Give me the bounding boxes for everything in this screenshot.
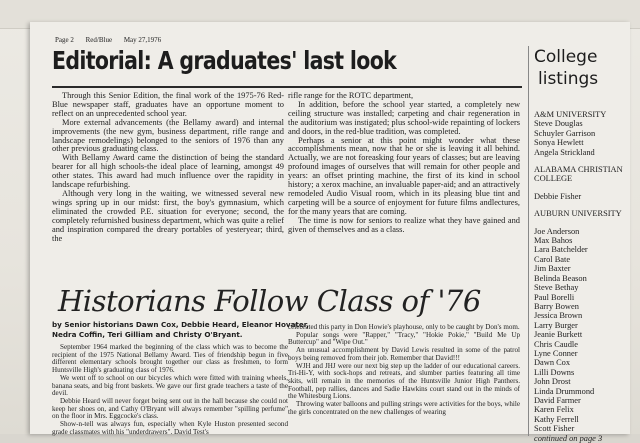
feature-headline: Historians Follow Class of '76 xyxy=(58,284,481,318)
paragraph: Through this Senior Edition, the final work of the 1975-76 Red-Blue newspaper staff, graduates have an opportune moment to reflect on an unprecedented school year. xyxy=(52,91,284,118)
paragraph: More external advancements (the Bellamy award) and internal improvements (the new gym, business department, rifle range and landscape remodelings) belonged to the seniors of 1976 than any other previous graduating class. xyxy=(52,117,284,154)
sidebar-title-line: College xyxy=(534,47,598,67)
paragraph: The time is now for seniors to realize what they have gained and given of themselves and as a class. xyxy=(288,215,520,234)
student-name: Schuyler Garrison xyxy=(534,128,596,138)
front-page-paper: Red/Blue xyxy=(85,36,113,44)
editorial-column-2 xyxy=(288,92,520,235)
student-name: Carol Bate xyxy=(534,254,571,264)
student-name: Debbie Fisher xyxy=(534,191,582,201)
student-name: Lara Batchelder xyxy=(534,245,588,255)
paragraph: Throwing water balloons and pulling strings were activities for the boys, while the girls concentrated on the new challenges of wearing xyxy=(288,400,520,416)
student-name: Scott Fisher xyxy=(534,424,575,434)
paragraph: rifle range for the ROTC department, xyxy=(288,91,414,100)
student-name: Jim Baxter xyxy=(534,264,571,274)
school-name: A&M UNIVERSITY xyxy=(534,110,607,119)
student-name: Steve Douglas xyxy=(534,119,583,129)
student-name: Jeanie Burkett xyxy=(534,330,583,340)
front-page-number: Page 2 xyxy=(55,36,74,44)
paragraph: We went off to school on our bicycles which were fitted with training wheels, banana seats, and big front baskets. We gave our first grade teachers a taste of the devil. xyxy=(52,373,288,398)
front-page-date: May 27,1976 xyxy=(123,36,162,44)
student-name: Larry Burger xyxy=(534,320,578,330)
student-name: Dawn Cox xyxy=(534,358,571,368)
student-name: John Drost xyxy=(534,377,571,387)
feature-column-1 xyxy=(52,344,288,436)
headline-rule xyxy=(52,86,522,88)
paragraph: Show-n-tell was always fun, especially when Kyle Huston presented second grade classmates with his "underdrawers". David Test's xyxy=(52,420,288,436)
student-name: Joe Anderson xyxy=(534,226,580,236)
front-page xyxy=(30,22,630,443)
student-name: Jessica Brown xyxy=(534,311,583,321)
sidebar-title xyxy=(534,46,598,90)
student-name: Chris Caudle xyxy=(534,339,578,349)
front-page-header xyxy=(55,36,171,44)
editorial-column-1 xyxy=(52,92,284,243)
paragraph: September 1964 marked the beginning of the class which was to become the recipient of the 1975 National Bellamy Award. Ties of friendship begun in five different elementary schools brought together our class as freshmen, to form Huntsville High's graduating class of 1976. xyxy=(52,343,288,375)
student-name: Kathy Ferrell xyxy=(534,414,579,424)
student-name: Angela Strickland xyxy=(534,147,595,157)
editorial-headline: Editorial: A graduates' last look xyxy=(52,46,397,75)
student-name: Max Bahos xyxy=(534,236,573,246)
paragraph: Although very long in the waiting, we witnessed several new wings spring up in our midst: first, the boy's gymnasium, which eliminated the crowded P.E. situation for everyone; second, the completely refurnished business department, which was quite a relief and inspiration compared the dreary portables of yesteryear; third, the xyxy=(52,188,284,243)
student-name: Steve Bethay xyxy=(534,283,579,293)
paragraph: With Bellamy Award came the distinction of being the standard bearer for all high schools-the ideal place of learning, amongst 49 other states. This award had much influence over the rapidity in landscape refurbishing. xyxy=(52,153,284,190)
school-name: AUBURN UNIVERSITY xyxy=(534,209,622,219)
student-name: Sonya Hewlett xyxy=(534,138,584,148)
paragraph: An unusual accomplishment by David Lewis resulted in some of the patrol boys being removed from their job. Remember that David!!! xyxy=(288,346,520,362)
sidebar-title-line: listings xyxy=(538,69,599,89)
feature-column-2 xyxy=(288,324,520,416)
paragraph: celebrated this party in Don Howie's playhouse, only to be caught by Don's mom. xyxy=(288,323,520,331)
student-name: Linda Drummond xyxy=(534,386,595,396)
school-name: ALABAMA CHRISTIAN COLLEGE xyxy=(534,165,623,184)
paragraph: WJH and JHJ were our next big step up the ladder of our educational careers. Tri-Hi-Y, with sock-hops and retreats, and slumber parties featuring all time skits, will remain in the memories of the Huntsville Junior High Panthers. Football, pep rallies, dances and Sadie Hawkins court stand out in the minds of the Whitesburg Lions. xyxy=(288,361,520,401)
student-name: Karen Felix xyxy=(534,405,574,415)
student-name: David Farmer xyxy=(534,395,581,405)
paragraph: In addition, before the school year started, a completely new ceiling structure was installed; carpeting and chair regeneration in the auditorium was instigated; plus school-wide repainting of lockers and doors, in the red-blue tradition, was completed. xyxy=(288,99,520,136)
student-name: Lyne Conner xyxy=(534,348,578,358)
continued-note: continued on page 3 xyxy=(534,433,603,443)
college-list xyxy=(534,110,630,443)
paragraph: Popular songs were "Rapper," "Tracy," "Hokie Pokie," "Build Me Up Buttercup" and "Wipe Out." xyxy=(288,330,520,347)
sidebar-rule xyxy=(528,46,529,436)
paragraph: Perhaps a senior at this point might wonder what these accomplishments mean, now that he or she is leaving it all behind. Actually, we are not foreasking four years of classes; but are leaving profound images of ourselves that will remain for other people and years: an offset printing machine, the first of its kind in school history; a xerox machine, an invaluable paper-aid; and an attractively remodeled Audio Visual room, which in its pleasing blue tint and carpeting will be a source of enjoyment for future films andlectures, for the many years that are coming. xyxy=(288,135,520,216)
paragraph: Debbie Heard will never forget being sent out in the hall because she could not keep her shoes on, and Cathy O'Bryant will always remember "spilling perfume" on the floor in Mrs. Eggcocke's class. xyxy=(52,396,288,421)
feature-byline: by Senior historians Dawn Cox, Debbie Heard, Eleanor Hovater, Nedra Coffin, Teri Gilliam and Christy O'Bryant. xyxy=(52,320,309,339)
student-name: Belinda Beason xyxy=(534,273,587,283)
student-name: Barry Bowen xyxy=(534,301,579,311)
student-name: Lilli Downs xyxy=(534,367,575,377)
student-name: Paul Borelli xyxy=(534,292,575,302)
